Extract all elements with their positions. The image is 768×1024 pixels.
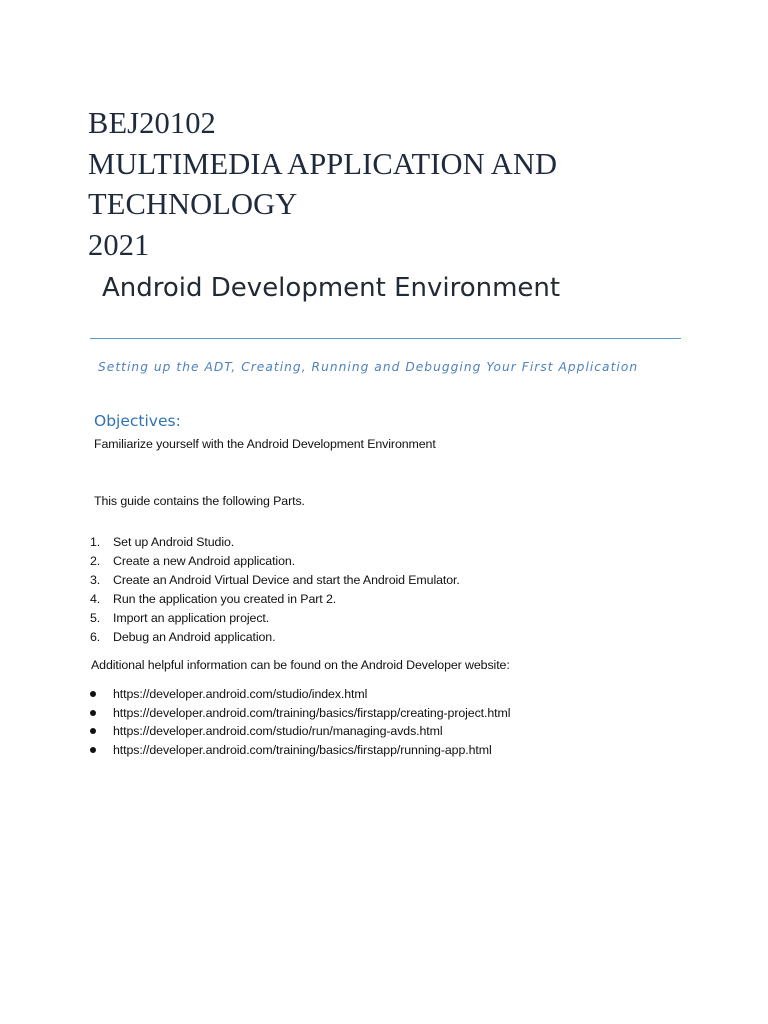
list-item bbox=[90, 590, 460, 609]
objectives-heading: Objectives: bbox=[94, 412, 181, 430]
objectives-text: Familiarize yourself with the Android Development Environment bbox=[94, 437, 436, 451]
list-item bbox=[90, 609, 460, 628]
list-item-number: 2. bbox=[90, 554, 101, 568]
list-item-text: Run the application you created in Part 2. bbox=[113, 592, 337, 606]
bullet-icon bbox=[90, 728, 96, 734]
list-item-number: 1. bbox=[90, 535, 101, 549]
list-item-number: 4. bbox=[90, 592, 101, 606]
list-item-text: Create an Android Virtual Device and start the Android Emulator. bbox=[113, 573, 460, 587]
list-item bbox=[90, 533, 460, 552]
list-item-text: Debug an Android application. bbox=[113, 630, 276, 644]
document-title bbox=[88, 103, 728, 265]
resource-link[interactable]: https://developer.android.com/studio/index.html bbox=[113, 687, 368, 701]
list-item bbox=[90, 704, 510, 723]
list-item-text: Set up Android Studio. bbox=[113, 535, 235, 549]
list-item-text: Create a new Android application. bbox=[113, 554, 295, 568]
list-item-number: 3. bbox=[90, 573, 101, 587]
list-item bbox=[90, 628, 460, 647]
resource-link[interactable]: https://developer.android.com/training/basics/firstapp/creating-project.html bbox=[113, 705, 511, 720]
bullet-icon bbox=[90, 710, 96, 716]
list-item bbox=[90, 571, 460, 590]
divider-line bbox=[90, 338, 681, 339]
course-code: BEJ20102 bbox=[88, 106, 216, 140]
additional-info-text: Additional helpful information can be found on the Android Developer website: bbox=[91, 658, 510, 672]
list-item-number: 6. bbox=[90, 630, 101, 644]
list-item bbox=[90, 741, 510, 760]
list-item bbox=[90, 685, 510, 704]
bullet-icon bbox=[90, 691, 96, 697]
parts-list bbox=[90, 533, 460, 647]
document-subtitle: Android Development Environment bbox=[102, 273, 561, 303]
list-item-number: 5. bbox=[90, 611, 101, 625]
resource-link[interactable]: https://developer.android.com/studio/run/managing-avds.html bbox=[113, 724, 443, 738]
course-year: 2021 bbox=[88, 227, 150, 262]
guide-intro: This guide contains the following Parts. bbox=[94, 494, 305, 508]
list-item bbox=[90, 722, 510, 741]
resource-link[interactable]: https://developer.android.com/training/basics/firstapp/running-app.html bbox=[113, 742, 492, 757]
document-tagline: Setting up the ADT, Creating, Running and Debugging Your First Application bbox=[98, 360, 639, 374]
bullet-icon bbox=[90, 747, 96, 753]
course-name-line-1: MULTIMEDIA APPLICATION AND bbox=[88, 146, 558, 181]
course-name-line-2: TECHNOLOGY bbox=[88, 187, 298, 221]
links-list bbox=[90, 685, 510, 759]
list-item bbox=[90, 552, 460, 571]
list-item-text: Import an application project. bbox=[113, 611, 270, 625]
